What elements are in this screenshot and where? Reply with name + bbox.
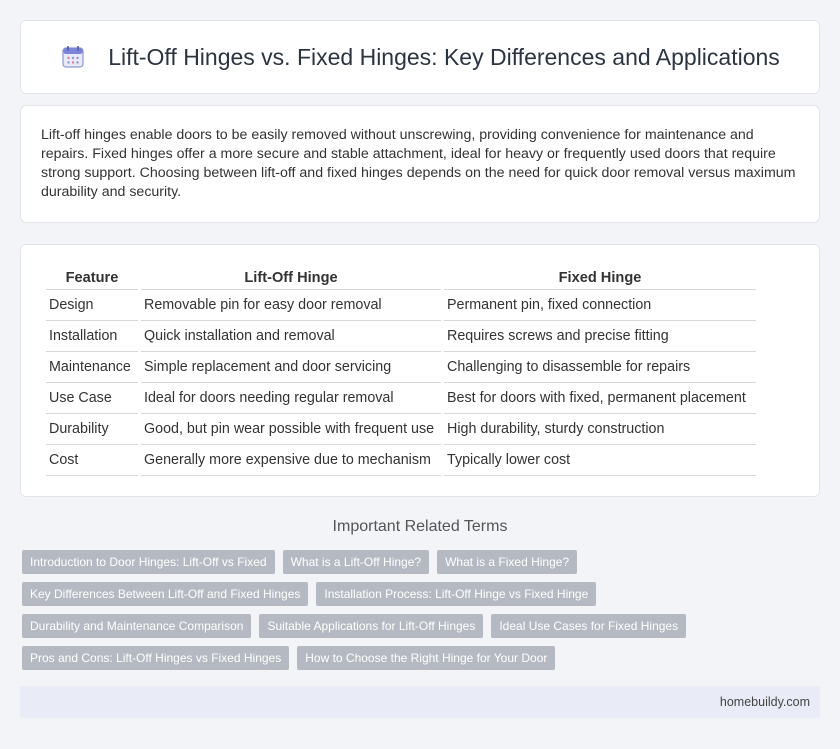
footer	[20, 686, 820, 718]
table-cell: High durability, sturdy construction	[444, 414, 756, 445]
footer-site-name: homebuildy.com	[719, 695, 810, 709]
term-tag[interactable]: How to Choose the Right Hinge for Your Door	[297, 646, 555, 670]
table-row	[46, 383, 756, 414]
table-cell: Best for doors with fixed, permanent placement	[444, 383, 756, 414]
column-header-feature: Feature	[46, 266, 138, 290]
table-header-row	[46, 266, 756, 290]
related-terms-tags	[22, 550, 822, 678]
tag-row	[22, 550, 822, 574]
table-cell: Use Case	[46, 383, 138, 414]
intro-card	[20, 105, 820, 223]
term-tag[interactable]: What is a Fixed Hinge?	[437, 550, 577, 574]
table-cell: Quick installation and removal	[141, 321, 441, 352]
calendar-icon	[60, 44, 86, 70]
comparison-table	[43, 266, 759, 476]
term-tag[interactable]: Suitable Applications for Lift-Off Hinges	[259, 614, 483, 638]
table-cell: Simple replacement and door servicing	[141, 352, 441, 383]
table-cell: Installation	[46, 321, 138, 352]
table-cell: Challenging to disassemble for repairs	[444, 352, 756, 383]
table-cell: Permanent pin, fixed connection	[444, 290, 756, 321]
term-tag[interactable]: Introduction to Door Hinges: Lift-Off vs Fixed	[22, 550, 275, 574]
table-cell: Requires screws and precise fitting	[444, 321, 756, 352]
term-tag[interactable]: Pros and Cons: Lift-Off Hinges vs Fixed Hinges	[22, 646, 289, 670]
table-cell: Generally more expensive due to mechanism	[141, 445, 441, 476]
intro-text: Lift-off hinges enable doors to be easily removed without unscrewing, providing convenience for maintenance and repairs. Fixed hinges offer a more secure and stable attachment, ideal for heavy or frequently used doors that require strong support. Choosing between lift-off and fixed hinges depends on the need for quick door removal versus maximum durability and security.	[41, 127, 796, 200]
header-card	[20, 20, 820, 94]
table-cell: Cost	[46, 445, 138, 476]
table-row	[46, 352, 756, 383]
table-cell: Design	[46, 290, 138, 321]
page-title: Lift-Off Hinges vs. Fixed Hinges: Key Differences and Applications	[108, 43, 780, 70]
table-cell: Ideal for doors needing regular removal	[141, 383, 441, 414]
column-header-lift-off: Lift-Off Hinge	[141, 266, 441, 290]
table-cell: Typically lower cost	[444, 445, 756, 476]
column-header-fixed: Fixed Hinge	[444, 266, 756, 290]
table-row	[46, 321, 756, 352]
term-tag[interactable]: Ideal Use Cases for Fixed Hinges	[491, 614, 686, 638]
table-row	[46, 414, 756, 445]
term-tag[interactable]: Durability and Maintenance Comparison	[22, 614, 251, 638]
related-terms-title: Important Related Terms	[332, 518, 508, 535]
term-tag[interactable]: What is a Lift-Off Hinge?	[283, 550, 430, 574]
tag-row	[22, 582, 822, 606]
term-tag[interactable]: Key Differences Between Lift-Off and Fixed Hinges	[22, 582, 308, 606]
table-cell: Removable pin for easy door removal	[141, 290, 441, 321]
comparison-card	[20, 244, 820, 497]
table-cell: Maintenance	[46, 352, 138, 383]
tag-row	[22, 646, 822, 670]
table-cell: Durability	[46, 414, 138, 445]
table-cell: Good, but pin wear possible with frequent use	[141, 414, 441, 445]
table-row	[46, 290, 756, 321]
tag-row	[22, 614, 822, 638]
term-tag[interactable]: Installation Process: Lift-Off Hinge vs Fixed Hinge	[316, 582, 596, 606]
table-row	[46, 445, 756, 476]
